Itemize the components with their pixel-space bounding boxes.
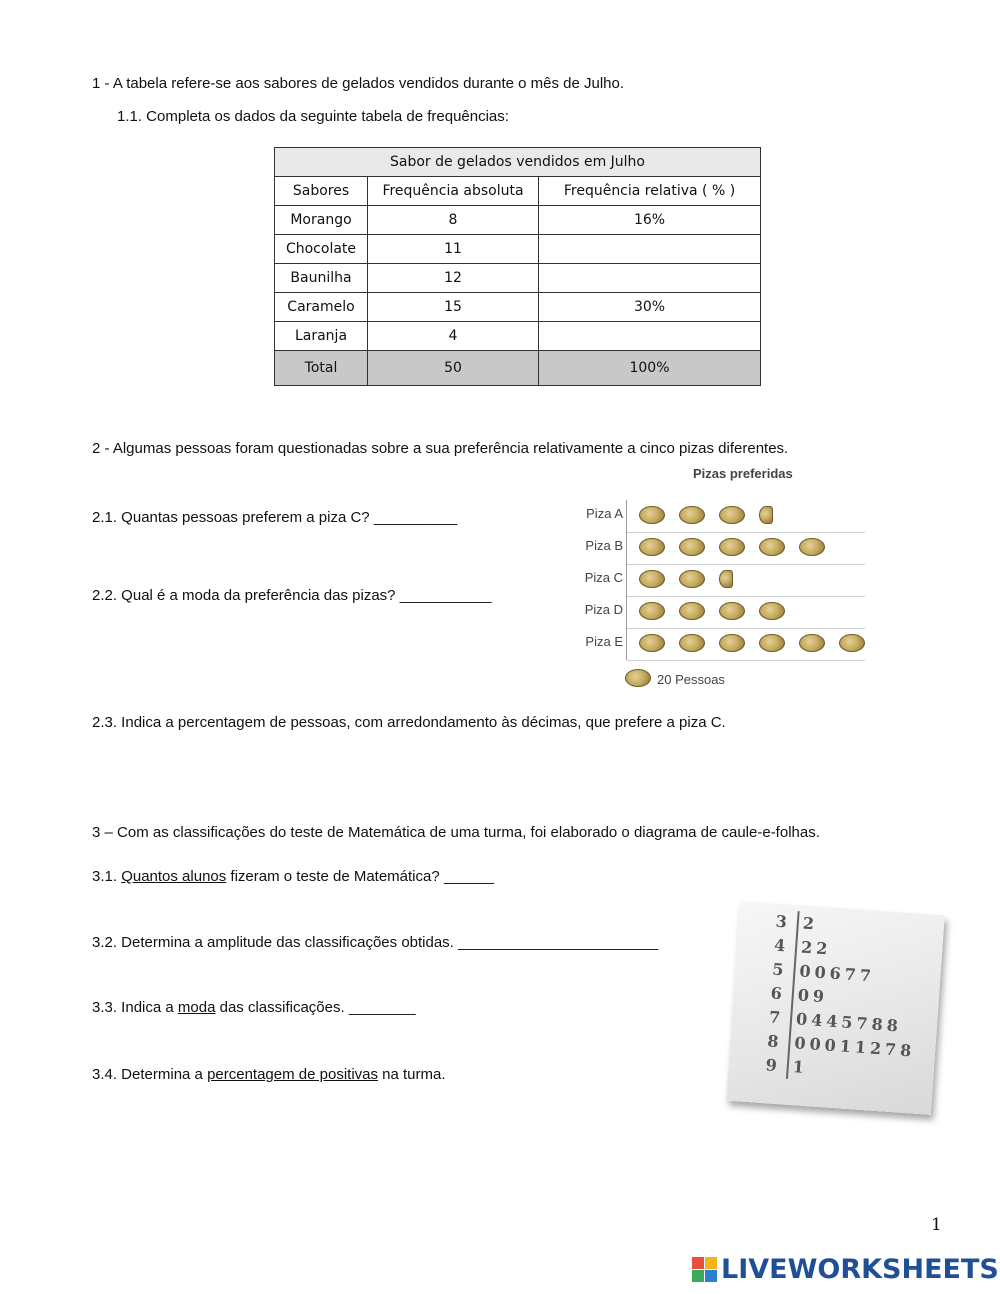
- flavor-cell: Morango: [275, 206, 368, 235]
- legend-label: 20 Pessoas: [657, 672, 725, 687]
- col-header-relative: Frequência relativa ( % ): [539, 177, 761, 206]
- stem-leaf-row: [763, 983, 829, 1009]
- stem: 9: [765, 1055, 778, 1076]
- pizza-icon: [679, 538, 705, 556]
- pizza-icon: [799, 538, 825, 556]
- pizza-icon: [679, 506, 705, 524]
- pizza-icon: [639, 538, 665, 556]
- row-label: Piza C: [584, 570, 623, 585]
- stem: 7: [768, 1007, 781, 1028]
- stem: 4: [773, 935, 786, 956]
- col-header-flavors: Sabores: [275, 177, 368, 206]
- stem-leaf-row: [768, 911, 819, 936]
- stem: 3: [775, 911, 788, 932]
- absolute-cell: 8: [368, 206, 539, 235]
- q3-3-suffix: das classificações. ________: [215, 999, 416, 1016]
- pizza-icon: [719, 506, 745, 524]
- liveworksheets-logo[interactable]: [692, 1251, 999, 1287]
- leaves: 1: [792, 1057, 809, 1078]
- row-label: Piza A: [586, 506, 623, 521]
- chart-row: [586, 500, 865, 533]
- pizza-icon: [719, 602, 745, 620]
- q3-1-prefix: 3.1.: [92, 868, 122, 885]
- absolute-cell: 15: [368, 293, 539, 322]
- chart-title: Pizas preferidas: [693, 466, 793, 481]
- pizza-icon: [759, 538, 785, 556]
- flavor-cell: Caramelo: [275, 293, 368, 322]
- pizza-icon: [719, 634, 745, 652]
- stem: 8: [766, 1031, 780, 1052]
- absolute-cell: 11: [368, 235, 539, 264]
- relative-answer-cell[interactable]: [539, 264, 761, 293]
- total-relative: 100%: [539, 351, 761, 386]
- table-row: [275, 293, 761, 322]
- pizza-icon: [839, 634, 865, 652]
- stem-leaf-row: [758, 1055, 809, 1080]
- total-row: [275, 351, 761, 386]
- q3-3-prefix: 3.3. Indica a: [92, 999, 178, 1016]
- q3-intro: 3 – Com as classificações do teste de Matemática de uma turma, foi elaborado o diagrama de caule-e-folhas.: [92, 824, 820, 841]
- q2-2-question[interactable]: 2.2. Qual é a moda da preferência das pizas? ___________: [92, 587, 492, 604]
- q2-intro: 2 - Algumas pessoas foram questionadas sobre a sua preferência relativamente a cinco pizas diferentes.: [92, 440, 789, 457]
- logo-grid-icon: [692, 1257, 717, 1282]
- q3-4-question: [92, 1065, 446, 1085]
- chart-legend: [625, 666, 725, 687]
- q3-3-underlined: moda: [177, 999, 216, 1016]
- leaves: 22: [800, 937, 833, 959]
- leaves: 09: [797, 985, 829, 1007]
- row-label: Piza B: [585, 538, 623, 553]
- pizza-icon: [679, 634, 705, 652]
- total-absolute: 50: [368, 351, 539, 386]
- q3-4-prefix: 3.4. Determina a: [92, 1066, 208, 1083]
- relative-answer-cell[interactable]: [539, 235, 761, 264]
- pizza-icon: [639, 570, 665, 588]
- page-number: 1: [931, 1215, 942, 1235]
- col-header-absolute: Frequência absoluta: [368, 177, 539, 206]
- row-label: Piza E: [585, 634, 623, 649]
- pizza-icon: [639, 602, 665, 620]
- pizza-icon: [719, 538, 745, 556]
- leaves: 2: [802, 913, 819, 934]
- flavor-cell: Chocolate: [275, 235, 368, 264]
- q3-3-question[interactable]: [92, 998, 416, 1018]
- q2-3-question: 2.3. Indica a percentagem de pessoas, com arredondamento às décimas, que prefere a piza C.: [92, 714, 726, 731]
- stem-leaf-row: [766, 935, 832, 961]
- chart-row: [585, 628, 865, 661]
- table-row: [275, 206, 761, 235]
- leaves: 00677: [798, 961, 876, 986]
- chart-row: [585, 532, 865, 565]
- table-row: [275, 322, 761, 351]
- pizza-icon: [639, 506, 665, 524]
- pizza-icon: [759, 602, 785, 620]
- chart-row: [584, 564, 865, 597]
- pizza-icon: [799, 634, 825, 652]
- pictograph-chart: [575, 463, 875, 688]
- pizza-icon: [759, 634, 785, 652]
- relative-cell: 30%: [539, 293, 761, 322]
- q1-1-instruction: 1.1. Completa os dados da seguinte tabela de frequências:: [117, 108, 509, 125]
- total-label: Total: [275, 351, 368, 386]
- relative-answer-cell[interactable]: [539, 322, 761, 351]
- leaves: 00011278: [793, 1033, 916, 1061]
- frequency-table: [274, 147, 761, 386]
- stem-leaf-diagram: [726, 901, 944, 1115]
- half-pizza-icon: [719, 570, 733, 588]
- relative-cell: 16%: [539, 206, 761, 235]
- q3-1-underlined: Quantos alunos: [121, 868, 227, 885]
- table-row: [275, 264, 761, 293]
- pizza-icon: [679, 602, 705, 620]
- q3-4-underlined: percentagem de positivas: [207, 1066, 378, 1083]
- q3-4-suffix: na turma.: [378, 1066, 446, 1083]
- chart-row: [584, 596, 865, 629]
- q1-intro: 1 - A tabela refere-se aos sabores de gelados vendidos durante o mês de Julho.: [92, 75, 625, 92]
- absolute-cell: 4: [368, 322, 539, 351]
- half-pizza-icon: [759, 506, 773, 524]
- logo-text: LIVEWORKSHEETS: [721, 1253, 999, 1285]
- pizza-icon: [639, 634, 665, 652]
- flavor-cell: Laranja: [275, 322, 368, 351]
- table-title: Sabor de gelados vendidos em Julho: [275, 148, 761, 177]
- row-label: Piza D: [584, 602, 623, 617]
- q3-2-question[interactable]: 3.2. Determina a amplitude das classificações obtidas. ________________________: [92, 934, 659, 951]
- flavor-cell: Baunilha: [275, 264, 368, 293]
- leaves: 0445788: [795, 1009, 903, 1036]
- table-row: [275, 235, 761, 264]
- stem: 6: [770, 983, 783, 1004]
- pizza-icon: [625, 669, 651, 687]
- q2-1-question[interactable]: 2.1. Quantas pessoas preferem a piza C? __________: [92, 509, 458, 526]
- absolute-cell: 12: [368, 264, 539, 293]
- stem: 5: [771, 959, 785, 980]
- q3-1-question[interactable]: [92, 867, 494, 887]
- q3-1-suffix: fizeram o teste de Matemática? ______: [226, 868, 494, 885]
- pizza-icon: [679, 570, 705, 588]
